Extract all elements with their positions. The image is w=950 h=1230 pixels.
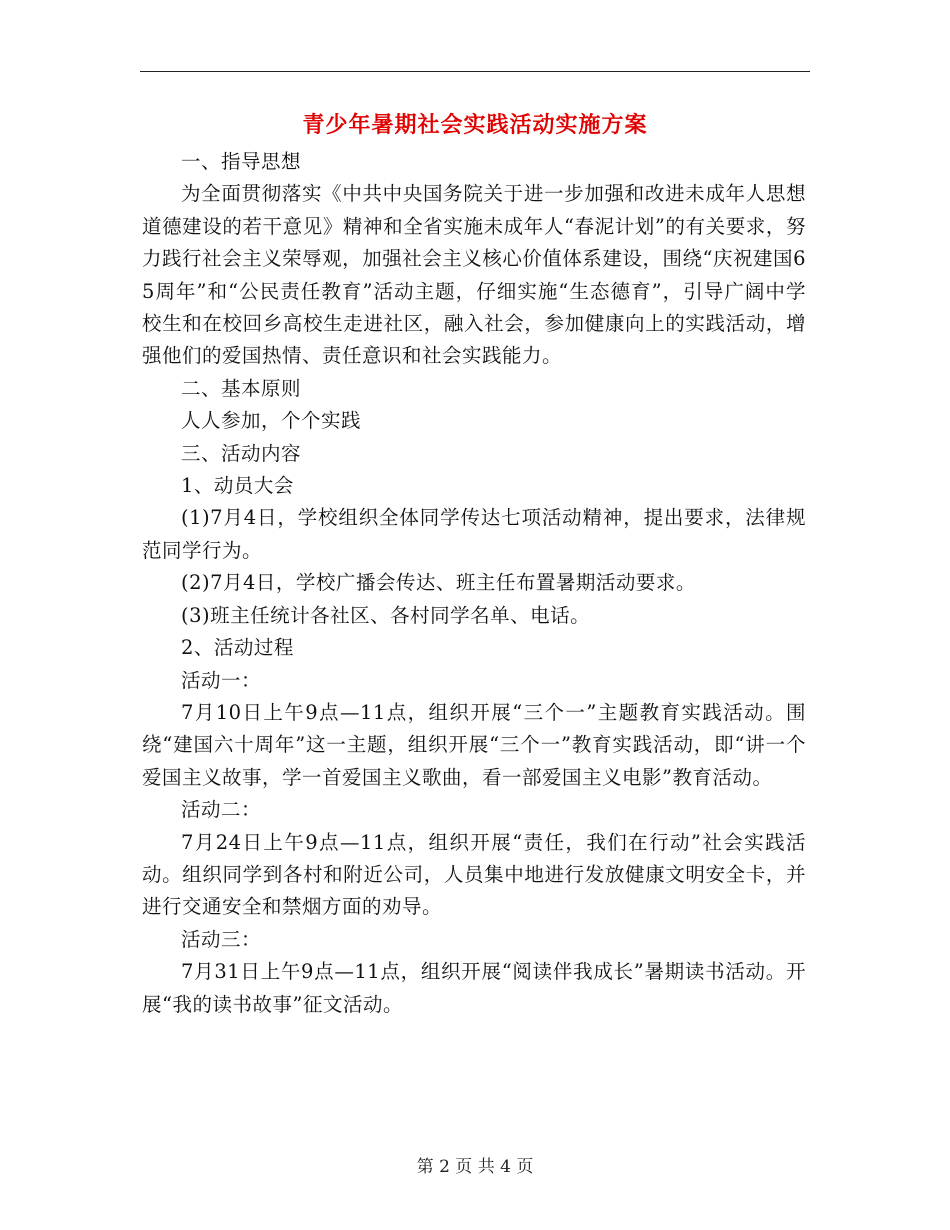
document-body bbox=[142, 146, 806, 1021]
paragraph: (3)班主任统计各社区、各村同学名单、电话。 bbox=[181, 603, 591, 627]
paragraph: 7月10日上午9点—11点，组织开展“三个一”主题教育实践活动。围绕“建国六十周年”这一主题，组织开展“三个一”教育实践活动，即“讲一个爱国主义故事，学一首爱国主义歌曲，看一部爱国主义电影”教育活动。 bbox=[142, 700, 806, 789]
page-number-footer: 第 2 页 共 4 页 bbox=[416, 1157, 534, 1177]
paragraph: (2)7月4日，学校广播会传达、班主任布置暑期活动要求。 bbox=[181, 571, 696, 595]
paragraph: 人人参加，个个实践 bbox=[181, 409, 362, 433]
activity-label: 活动三： bbox=[181, 927, 262, 951]
paragraph: 为全面贯彻落实《中共中央国务院关于进一步加强和改进未成年人思想道德建设的若干意见》精神和全省实施未成年人“春泥计划”的有关要求，努力践行社会主义荣辱观，加强社会主义核心价值体系建设，围绕“庆祝建国65周年”和“公民责任教育”活动主题，仔细实施“生态德育”，引导广阔中学校生和在校回乡高校生走进社区，融入社会，参加健康向上的实践活动，增强他们的爱国热情、责任意识和社会实践能力。 bbox=[142, 182, 806, 368]
activity-label: 活动二： bbox=[181, 798, 262, 822]
document-title: 青少年暑期社会实践活动实施方案 bbox=[302, 112, 648, 138]
section-heading: 二、基本原则 bbox=[181, 376, 302, 400]
section-heading: 三、活动内容 bbox=[181, 441, 302, 465]
activity-label: 活动一： bbox=[181, 668, 262, 692]
header-rule bbox=[140, 71, 810, 72]
paragraph: 7月31日上午9点—11点，组织开展“阅读伴我成长”暑期读书活动。开展“我的读书故事”征文活动。 bbox=[142, 960, 806, 1016]
paragraph: 7月24日上午9点—11点，组织开展“责任，我们在行动”社会实践活动。组织同学到各村和附近公司，人员集中地进行发放健康文明安全卡，并进行交通安全和禁烟方面的劝导。 bbox=[142, 830, 806, 919]
subsection-heading: 1、动员大会 bbox=[181, 474, 294, 498]
paragraph: (1)7月4日，学校组织全体同学传达七项活动精神，提出要求，法律规范同学行为。 bbox=[142, 506, 806, 562]
subsection-heading: 2、活动过程 bbox=[181, 636, 294, 660]
section-heading: 一、指导思想 bbox=[181, 150, 302, 173]
